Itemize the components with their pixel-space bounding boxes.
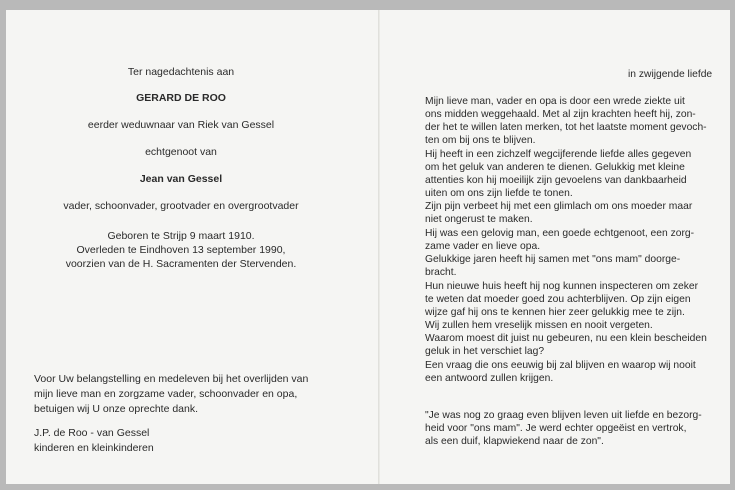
deceased-name: GERARD DE ROO <box>136 92 226 104</box>
body-line: een antwoord zullen krijgen. <box>425 373 554 384</box>
memorial-card <box>6 10 730 484</box>
dedication-header: Ter nagedachtenis aan <box>127 66 235 78</box>
spouse-name: Jean van Gessel <box>139 173 223 185</box>
body-line: Hij was een gelovig man, een goede echtgenoot, een zorg- <box>425 228 695 239</box>
body-line: Gelukkige jaren heeft hij samen met "ons mam" doorge- <box>425 254 681 265</box>
body-line: Zijn pijn verbeet hij met een glimlach om ons moeder maar <box>425 201 693 212</box>
signature-line: J.P. de Roo - van Gessel <box>34 427 150 439</box>
signature-line: kinderen en kleinkinderen <box>34 442 154 454</box>
body-line: Een vraag die ons eeuwig bij zal blijven en waarop wij nooit <box>425 360 696 371</box>
body-line: geluk in het verschiet lag? <box>425 346 545 357</box>
body-line: Hun nieuwe huis heeft hij nog kunnen inspecteren om zeker <box>425 281 699 292</box>
body-line: te weten dat moeder goed zou achterblijven. Op zijn eigen <box>425 294 691 305</box>
thanks-line: mijn lieve man en zorgzame vader, schoonvader en opa, <box>34 388 298 400</box>
left-page <box>6 10 378 484</box>
body-line: niet ongerust te maken. <box>425 214 533 225</box>
body-line: der het te willen laten merken, tot het laatste moment gevoch- <box>425 122 707 133</box>
body-line: Hij heeft in een zichzelf wegcijferende liefde alles gegeven <box>425 149 692 160</box>
death-line: Overleden te Eindhoven 13 september 1990, <box>76 244 286 256</box>
body-line: wijze gaf hij ons te kennen hier zeer gelukkig mee te zijn. <box>425 307 685 318</box>
relation-spouse-label: echtgenoot van <box>145 146 217 158</box>
body-line: Wij zullen hem vreselijk missen en nooit vergeten. <box>425 320 653 331</box>
body-line: Waarom moest dit juist nu gebeuren, nu een klein bescheiden <box>425 333 707 344</box>
body-line: om het geluk van anderen te dienen. Gelukkig met kleine <box>425 162 685 173</box>
thanks-line: Voor Uw belangstelling en medeleven bij het overlijden van <box>34 373 309 385</box>
body-line: uiten om ons zijn liefde te tonen. <box>425 188 573 199</box>
relation-widower: eerder weduwnaar van Riek van Gessel <box>87 119 275 131</box>
body-line: Mijn lieve man, vader en opa is door een wrede ziekte uit <box>425 96 685 107</box>
body-line: zame vader en lieve opa. <box>425 241 541 252</box>
quote-line: als een duif, klapwiekend naar de zon". <box>425 436 604 447</box>
right-header: in zwijgende liefde <box>628 69 713 80</box>
sacraments-line: voorzien van de H. Sacramenten der Stervenden. <box>65 258 297 270</box>
birth-line: Geboren te Strijp 9 maart 1910. <box>107 230 255 242</box>
thanks-line: betuigen wij U onze oprechte dank. <box>34 403 199 415</box>
family-roles: vader, schoonvader, grootvader en overgrootvader <box>63 200 299 212</box>
quote-line: heid voor "ons mam". Je werd echter opgeëist en vertrok, <box>425 423 687 434</box>
quote-line: "Je was nog zo graag even blijven leven uit liefde en bezorg- <box>425 410 702 421</box>
right-page <box>380 10 730 484</box>
body-line: bracht. <box>425 267 457 278</box>
body-line: attenties kon hij moeilijk zijn gevoelens van dankbaarheid <box>425 175 687 186</box>
body-line: ons midden weggehaald. Met al zijn krachten heeft hij, zon- <box>425 109 696 120</box>
body-line: ten om bij ons te blijven. <box>425 135 536 146</box>
